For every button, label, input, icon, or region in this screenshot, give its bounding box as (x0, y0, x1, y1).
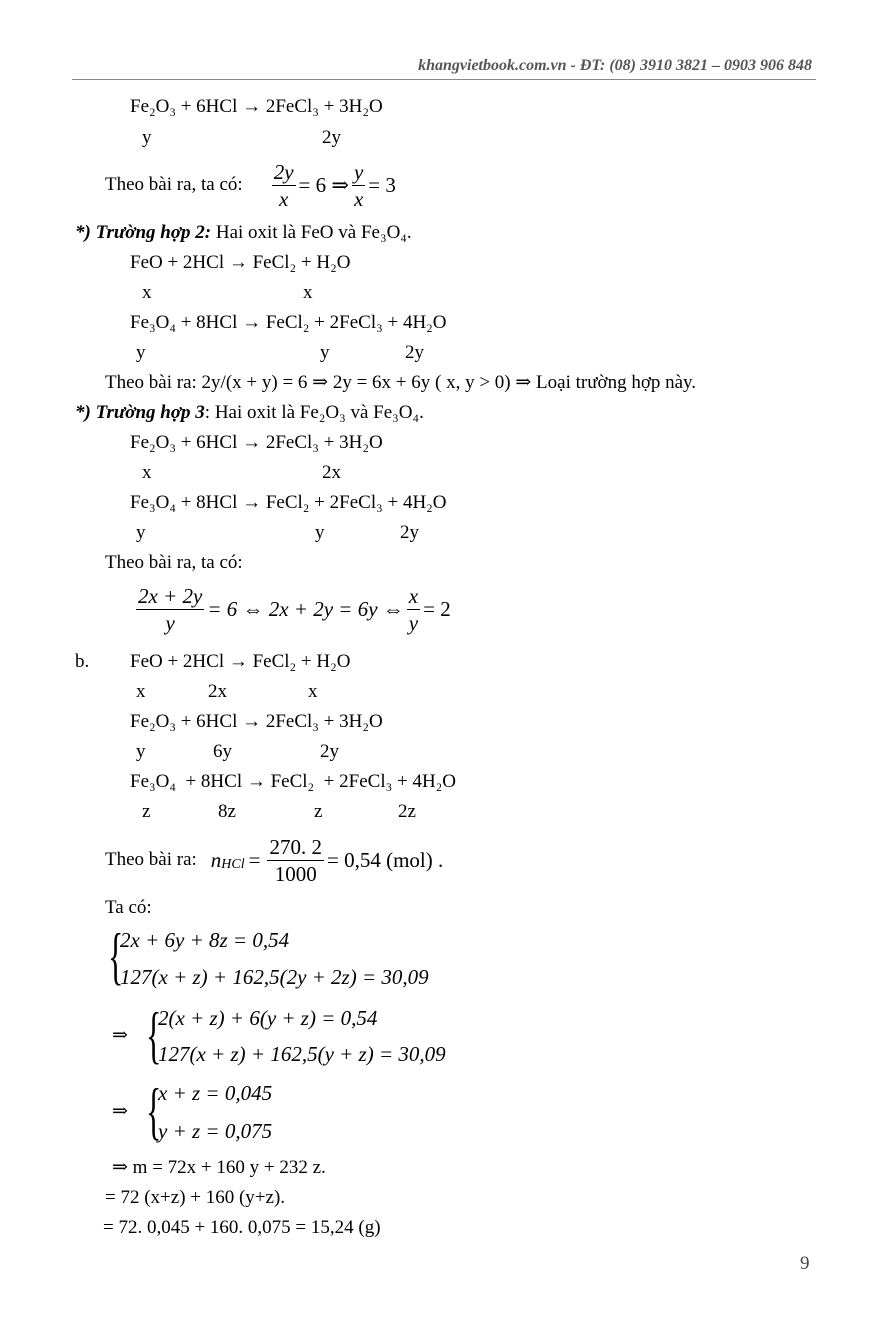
text: Theo bài ra: (105, 849, 197, 870)
ratio-line (105, 158, 396, 212)
mol: x (142, 282, 152, 303)
fraction: $\frac{270. 2}{1000}$ (269, 834, 322, 886)
equation: Fe₃O₄ + 8HCl → FeCl₂ + 2FeCl₃ + 4H₂O (130, 492, 447, 513)
mol: x (136, 681, 146, 702)
fraction: $\frac{y}{x}$ (353, 159, 364, 211)
subscript: HCl (221, 857, 245, 872)
part-label: b. (75, 651, 90, 672)
mol: y (136, 741, 146, 762)
hcl-line: Theo bài ra: n $_{HCl}$ = $\frac{270. 2}{1000}$ = 0,54 (mol) . (105, 834, 444, 886)
equation: Fe₃O₄ + 8HCl → FeCl₂ + 2FeCl₃ + 4H₂O (130, 771, 457, 792)
mol: 2x (208, 681, 227, 702)
brace: { (146, 999, 162, 1070)
equation: FeO + 2HCl → FeCl₂ + H₂O (130, 651, 351, 672)
text: = 6 ⇒ (298, 172, 349, 197)
fraction: $\frac{2x + 2y}{y}$ (138, 583, 203, 635)
equation: 127(x + z) + 162,5(2y + 2z) = 30,09 (120, 965, 429, 989)
fraction: $\frac{x}{y}$ (408, 583, 419, 635)
mol: z (142, 801, 151, 822)
implies: ⇒ (112, 1101, 128, 1122)
mol: z (314, 801, 323, 822)
mol: x (308, 681, 318, 702)
mol: y (315, 522, 325, 543)
mol: 2y (405, 342, 424, 363)
equation: Fe₂O₃ + 6HCl → 2FeCl₃ + 3H₂O (130, 96, 383, 117)
text: ⇒ m = 72x + 160 y + 232 z. (112, 1157, 326, 1178)
implies: ⇒ (112, 1025, 128, 1046)
equation: x + z = 0,045 (158, 1081, 273, 1105)
fraction: $\frac{2y}{x}$ (273, 159, 294, 211)
text: n (210, 847, 222, 872)
text: Theo bài ra, ta có: (105, 552, 243, 573)
mol: x (303, 282, 313, 303)
page-number: 9 (800, 1253, 810, 1274)
text: = 0,54 (mol) . (326, 847, 444, 872)
case-2-heading: *) Trường hợp 2: Hai oxit là FeO và Fe₃O₄. (75, 222, 412, 243)
equation: 127(x + z) + 162,5(y + z) = 30,09 (158, 1042, 446, 1066)
text: = 3 (368, 172, 396, 197)
equation: Fe₂O₃ + 6HCl → 2FeCl₃ + 3H₂O (130, 432, 383, 453)
text: = 2 (423, 596, 451, 621)
brace: { (146, 1075, 162, 1146)
text: = 72. 0,045 + 160. 0,075 = 15,24 (g) (103, 1217, 381, 1238)
mol: 6y (213, 741, 232, 762)
equation: FeO + 2HCl → FeCl₂ + H₂O (130, 252, 351, 273)
ratio-line (133, 582, 451, 636)
mol: y (136, 342, 146, 363)
text: Theo bài ra, ta có: (105, 174, 243, 195)
header-rule (72, 79, 816, 80)
equation: 2x + 6y + 8z = 0,54 (120, 928, 290, 952)
brace: { (108, 920, 124, 991)
equation: 2(x + z) + 6(y + z) = 0,54 (158, 1006, 378, 1030)
mol: x (142, 462, 152, 483)
text: Ta có: (105, 897, 152, 918)
page-header: khangvietbook.com.vn - ĐT: (08) 3910 3821 – 0903 906 848 (418, 57, 812, 74)
text: = 72 (x+z) + 160 (y+z). (105, 1187, 286, 1208)
text: Theo bài ra: 2y/(x + y) = 6 ⇒ 2y = 6x + 6y ( x, y > 0) ⇒ Loại trường hợp này. (105, 372, 697, 393)
mol: 2x (322, 462, 341, 483)
mol: 2z (398, 801, 416, 822)
mol: 2y (320, 741, 339, 762)
mol: y (320, 342, 330, 363)
mol: 8z (218, 801, 236, 822)
equation: Fe₃O₄ + 8HCl → FeCl₂ + 2FeCl₃ + 4H₂O (130, 312, 447, 333)
equation: y + z = 0,075 (158, 1119, 273, 1143)
equation: Fe₂O₃ + 6HCl → 2FeCl₃ + 3H₂O (130, 711, 383, 732)
text: = 6 ⇔ 2x + 2y = 6y ⇔ (207, 596, 404, 621)
case-3-heading: *) Trường hợp 3: Hai oxit là Fe₂O₃ và Fe₃O₄. (75, 402, 424, 423)
mol: y (142, 127, 152, 148)
mol: 2y (322, 127, 341, 148)
mol: 2y (400, 522, 419, 543)
mol: y (136, 522, 146, 543)
